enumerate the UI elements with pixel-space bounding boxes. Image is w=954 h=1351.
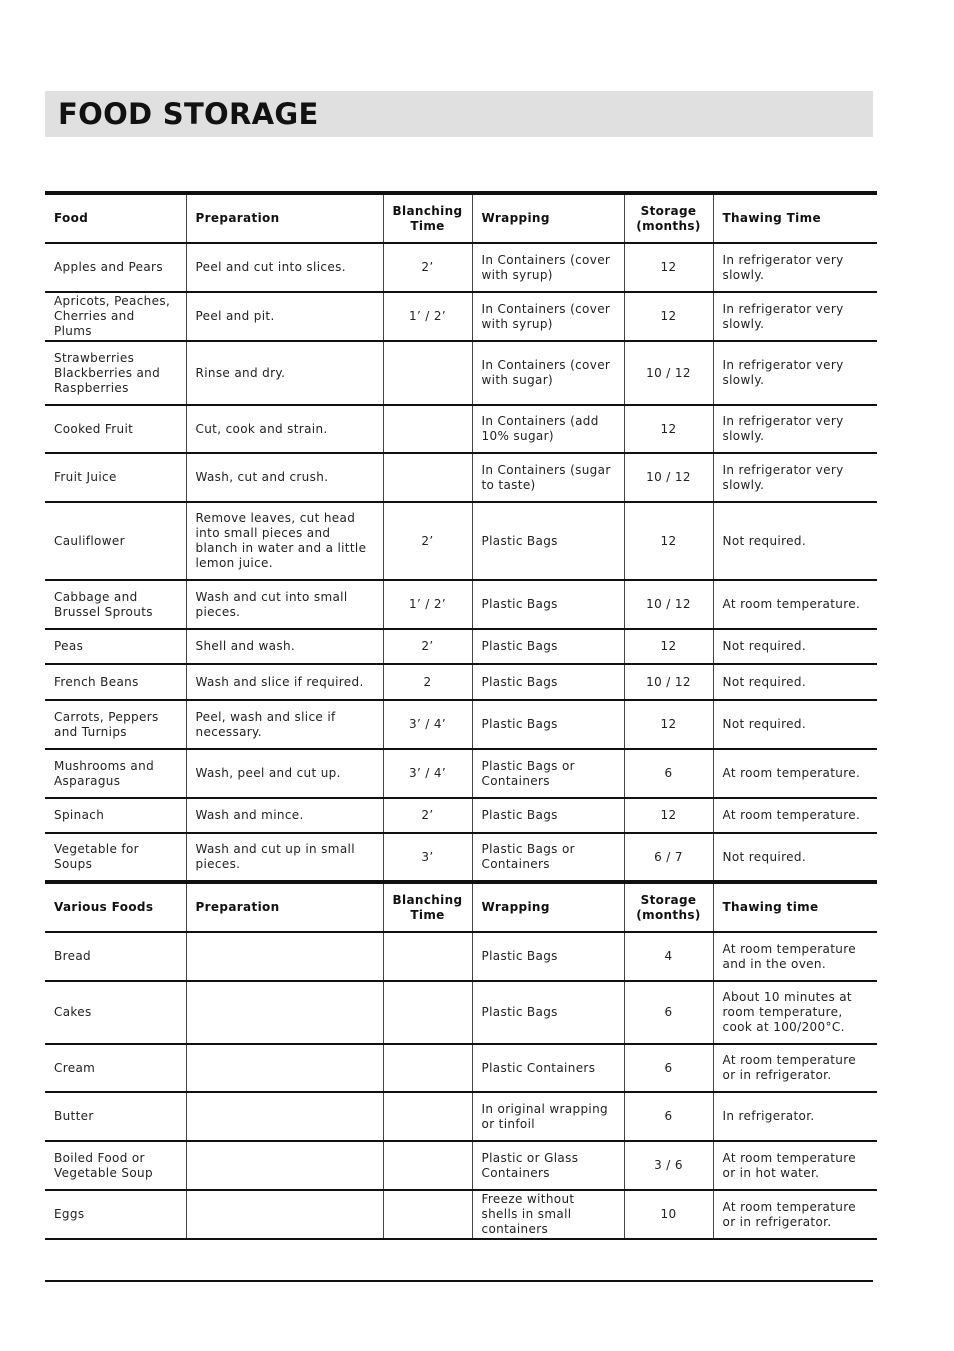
cell-storage: 6 [624,981,713,1044]
header-thawing: Thawing Time [713,193,877,243]
cell-thawing: In refrigerator very slowly. [713,453,877,502]
cell-wrapping: Plastic Bags or Containers [472,833,624,882]
cell-preparation: Wash, peel and cut up. [186,749,383,798]
table-row [45,292,877,341]
cell-storage: 10 / 12 [624,580,713,629]
cell-storage: 12 [624,700,713,749]
cell-food: Peas [45,629,186,664]
cell-storage: 10 / 12 [624,453,713,502]
cell-preparation [186,1190,383,1239]
cell-wrapping: Plastic Bags [472,502,624,580]
table-row [45,502,877,580]
table-row [45,580,877,629]
cell-preparation [186,932,383,981]
cell-thawing: Not required. [713,502,877,580]
cell-storage: 12 [624,629,713,664]
cell-thawing: In refrigerator. [713,1092,877,1141]
cell-food: Eggs [45,1190,186,1239]
cell-wrapping: Plastic Bags [472,981,624,1044]
table-row [45,341,877,405]
cell-food: Spinach [45,798,186,833]
header-wrapping: Wrapping [472,193,624,243]
cell-blanching: 2’ [383,243,472,292]
header-blanching: Blanching Time [383,882,472,932]
cell-wrapping: Plastic Bags or Containers [472,749,624,798]
cell-preparation: Wash, cut and crush. [186,453,383,502]
cell-blanching: 3’ / 4’ [383,749,472,798]
footer-rule [45,1280,873,1282]
cell-storage: 6 [624,1092,713,1141]
cell-blanching [383,341,472,405]
header-storage: Storage (months) [624,193,713,243]
cell-food: Cabbage and Brussel Sprouts [45,580,186,629]
cell-food: Strawberries Blackberries and Raspberries [45,341,186,405]
cell-thawing: At room temperature or in hot water. [713,1141,877,1190]
cell-preparation: Rinse and dry. [186,341,383,405]
cell-preparation: Peel and cut into slices. [186,243,383,292]
cell-blanching: 2’ [383,502,472,580]
cell-blanching: 2’ [383,629,472,664]
cell-food: French Beans [45,664,186,700]
cell-preparation: Remove leaves, cut head into small pieces and blanch in water and a little lemon juice. [186,502,383,580]
cell-wrapping: In Containers (add 10% sugar) [472,405,624,453]
cell-blanching: 3’ [383,833,472,882]
cell-blanching [383,1044,472,1092]
cell-thawing: Not required. [713,833,877,882]
cell-blanching [383,981,472,1044]
cell-food: Cream [45,1044,186,1092]
cell-storage: 6 [624,1044,713,1092]
header-blanching: Blanching Time [383,193,472,243]
cell-storage: 12 [624,798,713,833]
cell-wrapping: Plastic Bags [472,629,624,664]
table-row [45,629,877,664]
header-thawing: Thawing time [713,882,877,932]
cell-thawing: Not required. [713,664,877,700]
food-storage-table [45,191,877,1240]
cell-food: Cauliflower [45,502,186,580]
cell-storage: 10 / 12 [624,341,713,405]
cell-blanching [383,1141,472,1190]
cell-wrapping: Plastic Bags [472,700,624,749]
cell-preparation: Shell and wash. [186,629,383,664]
cell-blanching [383,1092,472,1141]
cell-storage: 6 / 7 [624,833,713,882]
table-row [45,833,877,882]
cell-storage: 10 [624,1190,713,1239]
cell-thawing: At room temperature and in the oven. [713,932,877,981]
cell-blanching: 1’ / 2’ [383,292,472,341]
cell-preparation: Peel, wash and slice if necessary. [186,700,383,749]
cell-wrapping: Plastic Bags [472,580,624,629]
cell-thawing: At room temperature. [713,749,877,798]
table-row [45,1044,877,1092]
cell-storage: 12 [624,243,713,292]
cell-wrapping: Plastic Containers [472,1044,624,1092]
table-row [45,798,877,833]
cell-thawing: In refrigerator very slowly. [713,292,877,341]
cell-storage: 10 / 12 [624,664,713,700]
cell-storage: 12 [624,502,713,580]
cell-preparation: Wash and cut up in small pieces. [186,833,383,882]
table-row [45,932,877,981]
header-wrapping: Wrapping [472,882,624,932]
cell-preparation: Wash and mince. [186,798,383,833]
cell-food: Fruit Juice [45,453,186,502]
cell-blanching [383,932,472,981]
cell-food: Mushrooms and Asparagus [45,749,186,798]
table-row [45,664,877,700]
cell-food: Cakes [45,981,186,1044]
cell-wrapping: In Containers (cover with sugar) [472,341,624,405]
food-storage-table-body [45,193,877,1239]
cell-wrapping: In Containers (sugar to taste) [472,453,624,502]
cell-blanching: 3’ / 4’ [383,700,472,749]
cell-storage: 6 [624,749,713,798]
cell-food: Apples and Pears [45,243,186,292]
cell-thawing: At room temperature. [713,798,877,833]
cell-preparation [186,1044,383,1092]
table-row [45,700,877,749]
cell-storage: 12 [624,292,713,341]
cell-preparation [186,1141,383,1190]
cell-food: Apricots, Peaches, Cherries and Plums [45,292,186,341]
cell-food: Bread [45,932,186,981]
cell-preparation: Wash and cut into small pieces. [186,580,383,629]
cell-wrapping: In Containers (cover with syrup) [472,292,624,341]
cell-food: Carrots, Peppers and Turnips [45,700,186,749]
table-row [45,1190,877,1239]
cell-storage: 12 [624,405,713,453]
table-row [45,1092,877,1141]
cell-thawing: In refrigerator very slowly. [713,341,877,405]
cell-thawing: At room temperature. [713,580,877,629]
header-preparation: Preparation [186,882,383,932]
table-row [45,749,877,798]
cell-preparation: Cut, cook and strain. [186,405,383,453]
cell-wrapping: In original wrapping or tinfoil [472,1092,624,1141]
cell-wrapping: Freeze without shells in small containers [472,1190,624,1239]
header-food: Food [45,193,186,243]
cell-blanching: 2 [383,664,472,700]
cell-blanching [383,453,472,502]
cell-food: Vegetable for Soups [45,833,186,882]
cell-wrapping: Plastic Bags [472,932,624,981]
cell-blanching [383,405,472,453]
cell-blanching [383,1190,472,1239]
cell-preparation [186,1092,383,1141]
cell-thawing: At room temperature or in refrigerator. [713,1190,877,1239]
table-row [45,243,877,292]
page-title: FOOD STORAGE [58,97,319,131]
cell-storage: 3 / 6 [624,1141,713,1190]
cell-blanching: 1’ / 2’ [383,580,472,629]
header-food: Various Foods [45,882,186,932]
cell-preparation [186,981,383,1044]
cell-preparation: Wash and slice if required. [186,664,383,700]
cell-storage: 4 [624,932,713,981]
cell-wrapping: Plastic Bags [472,664,624,700]
cell-wrapping: Plastic Bags [472,798,624,833]
cell-thawing: Not required. [713,629,877,664]
cell-food: Butter [45,1092,186,1141]
table-header-row [45,193,877,243]
cell-thawing: Not required. [713,700,877,749]
table-row [45,405,877,453]
header-storage: Storage (months) [624,882,713,932]
header-preparation: Preparation [186,193,383,243]
cell-thawing: In refrigerator very slowly. [713,243,877,292]
title-bar [45,91,873,137]
cell-preparation: Peel and pit. [186,292,383,341]
cell-wrapping: Plastic or Glass Containers [472,1141,624,1190]
table-row [45,1141,877,1190]
cell-thawing: In refrigerator very slowly. [713,405,877,453]
table-row [45,453,877,502]
cell-blanching: 2’ [383,798,472,833]
cell-food: Boiled Food or Vegetable Soup [45,1141,186,1190]
cell-food: Cooked Fruit [45,405,186,453]
cell-thawing: At room temperature or in refrigerator. [713,1044,877,1092]
table-row [45,981,877,1044]
table-header-row [45,882,877,932]
cell-thawing: About 10 minutes at room temperature, cook at 100/200°C. [713,981,877,1044]
cell-wrapping: In Containers (cover with syrup) [472,243,624,292]
